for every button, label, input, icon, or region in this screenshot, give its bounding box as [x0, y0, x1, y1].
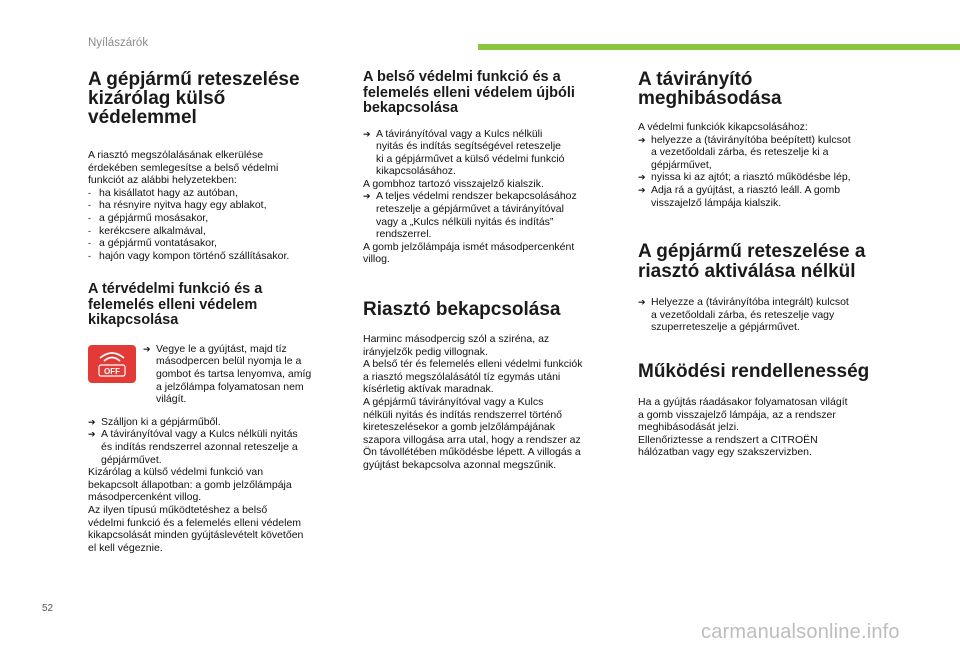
column-3: [638, 70, 898, 459]
heading-external-protection: A gépjármű reteszelése kizárólag külső védelemmel: [88, 69, 300, 128]
column-2: [363, 70, 618, 472]
off-instruction: [88, 343, 338, 416]
bullet-step: ➔ Helyezze a (távirányítóba integrált) kulcsot a vezetőoldali zárba, és reteszelje vagy szuperreteszelje a gépjárművet.: [638, 296, 849, 334]
heading-deactivation: A térvédelmi funkció és a felemelés elleni védelem kikapcsolása: [88, 281, 263, 329]
body-paragraph: Kizárólag a külső védelmi funkció van bekapcsolt állapotban: a gomb jelzőlámpája másodpercenként villog. Az ilyen típusú működtetéshez a belső védelmi funkció és a felemelés elleni védelem kikapcsolását minden gyújtáslevételt követően el kell végeznie.: [88, 466, 304, 554]
header-accent-bar: [478, 44, 960, 50]
icon-instruction-text: ➔ Vegye le a gyújtást, majd tíz másodpercen belül nyomja le a gombot és tartsa lenyomva, amíg a jelzőlámpa folyamatosan nem világít.: [143, 342, 312, 406]
heading-remote-failure: A távirányító meghibásodása: [638, 69, 782, 109]
list-item: - a gépjármű vontatásakor,: [88, 237, 217, 250]
bullet-step: ➔ A távirányítóval vagy a Kulcs nélküli nyitás és indítás segítségével reteszelje ki a gépjárművet a külső védelmi funkció kikapcsolásához.: [363, 127, 565, 178]
off-label: OFF: [104, 366, 120, 376]
heading-malfunction: Működési rendellenesség: [638, 360, 870, 382]
bullet-step: ➔ A távirányítóval vagy a Kulcs nélküli nyitás és indítás rendszerrel azonnal reteszelje a gépjárművet.: [88, 428, 298, 466]
alarm-off-button-icon: [88, 345, 136, 383]
column-1: [88, 70, 338, 554]
heading-alarm-triggering: Riasztó bekapcsolása: [363, 299, 561, 321]
situations-list: [88, 187, 338, 263]
section-title: Nyílászárók: [88, 37, 149, 49]
list-item: - ha résnyire nyitva hagy egy ablakot,: [88, 199, 267, 212]
body-paragraph: A gombhoz tartozó visszajelző kialszik.: [363, 177, 544, 190]
intro-paragraph: A riasztó megszólalásának elkerülése érdekében semlegesítse a belső védelmi funkciót az alábbi helyzetekben:: [88, 149, 279, 187]
body-paragraph: Harminc másodpercig szól a sziréna, az irányjelzők pedig villognak. A belső tér és felemelés elleni védelmi funkciók a riasztó megszólalásától tíz egymás utáni kísérletig aktívak maradnak. A gépjármű távirányítóval vagy a Kulcs nélküli nyitás és indítás rendszerrel történő kireteszelésekor a gomb jelzőlámpájának szapora villogása arra utal, hogy a rendszer az Ön távollétében működésbe lépett. A villogás a gyújtást bekapcsolva azonnal megszűnik.: [363, 333, 583, 471]
bullet-step: ➔ Szálljon ki a gépjárműből.: [88, 415, 221, 428]
page-number: 52: [42, 603, 54, 614]
list-item: - hajón vagy kompon történő szállításakor.: [88, 249, 290, 262]
bullet-step: ➔ nyissa ki az ajtót; a riasztó működésbe lép,: [638, 171, 851, 184]
heading-reactivation: A belső védelmi funkció és a felemelés elleni védelem újbóli bekapcsolása: [363, 69, 575, 116]
bullet-step: ➔ Adja rá a gyújtást, a riasztó leáll. A gomb visszajelző lámpája kialszik.: [638, 183, 841, 209]
bullet-step: ➔ A teljes védelmi rendszer bekapcsolásához reteszelje a gépjárművet a távirányítóval vagy a „Kulcs nélküli nyitás és indítás” rendszerrel.: [363, 190, 577, 241]
heading-lock-without-alarm: A gépjármű reteszelése a riasztó aktiválása nélkül: [638, 241, 866, 283]
list-item: - ha kisállatot hagy az autóban,: [88, 186, 238, 199]
list-item: - kerékcsere alkalmával,: [88, 224, 206, 237]
watermark: carmanualsonline.info: [701, 621, 900, 643]
body-paragraph: Ha a gyújtás ráadásakor folyamatosan világít a gomb visszajelző lámpája, az a rendszer meghibásodását jelzi. Ellenőriztesse a rendszert a CITROËN hálózatban vagy egy szakszervizben.: [638, 395, 848, 459]
bullet-step: ➔ helyezze a (távirányítóba beépített) kulcsot a vezetőoldali zárba, és reteszelje ki a gépjárművet,: [638, 133, 851, 171]
body-paragraph: A gomb jelzőlámpája ismét másodpercenként villog.: [363, 240, 575, 266]
body-paragraph: A védelmi funkciók kikapcsolásához:: [638, 121, 808, 133]
list-item: - a gépjármű mosásakor,: [88, 211, 209, 224]
